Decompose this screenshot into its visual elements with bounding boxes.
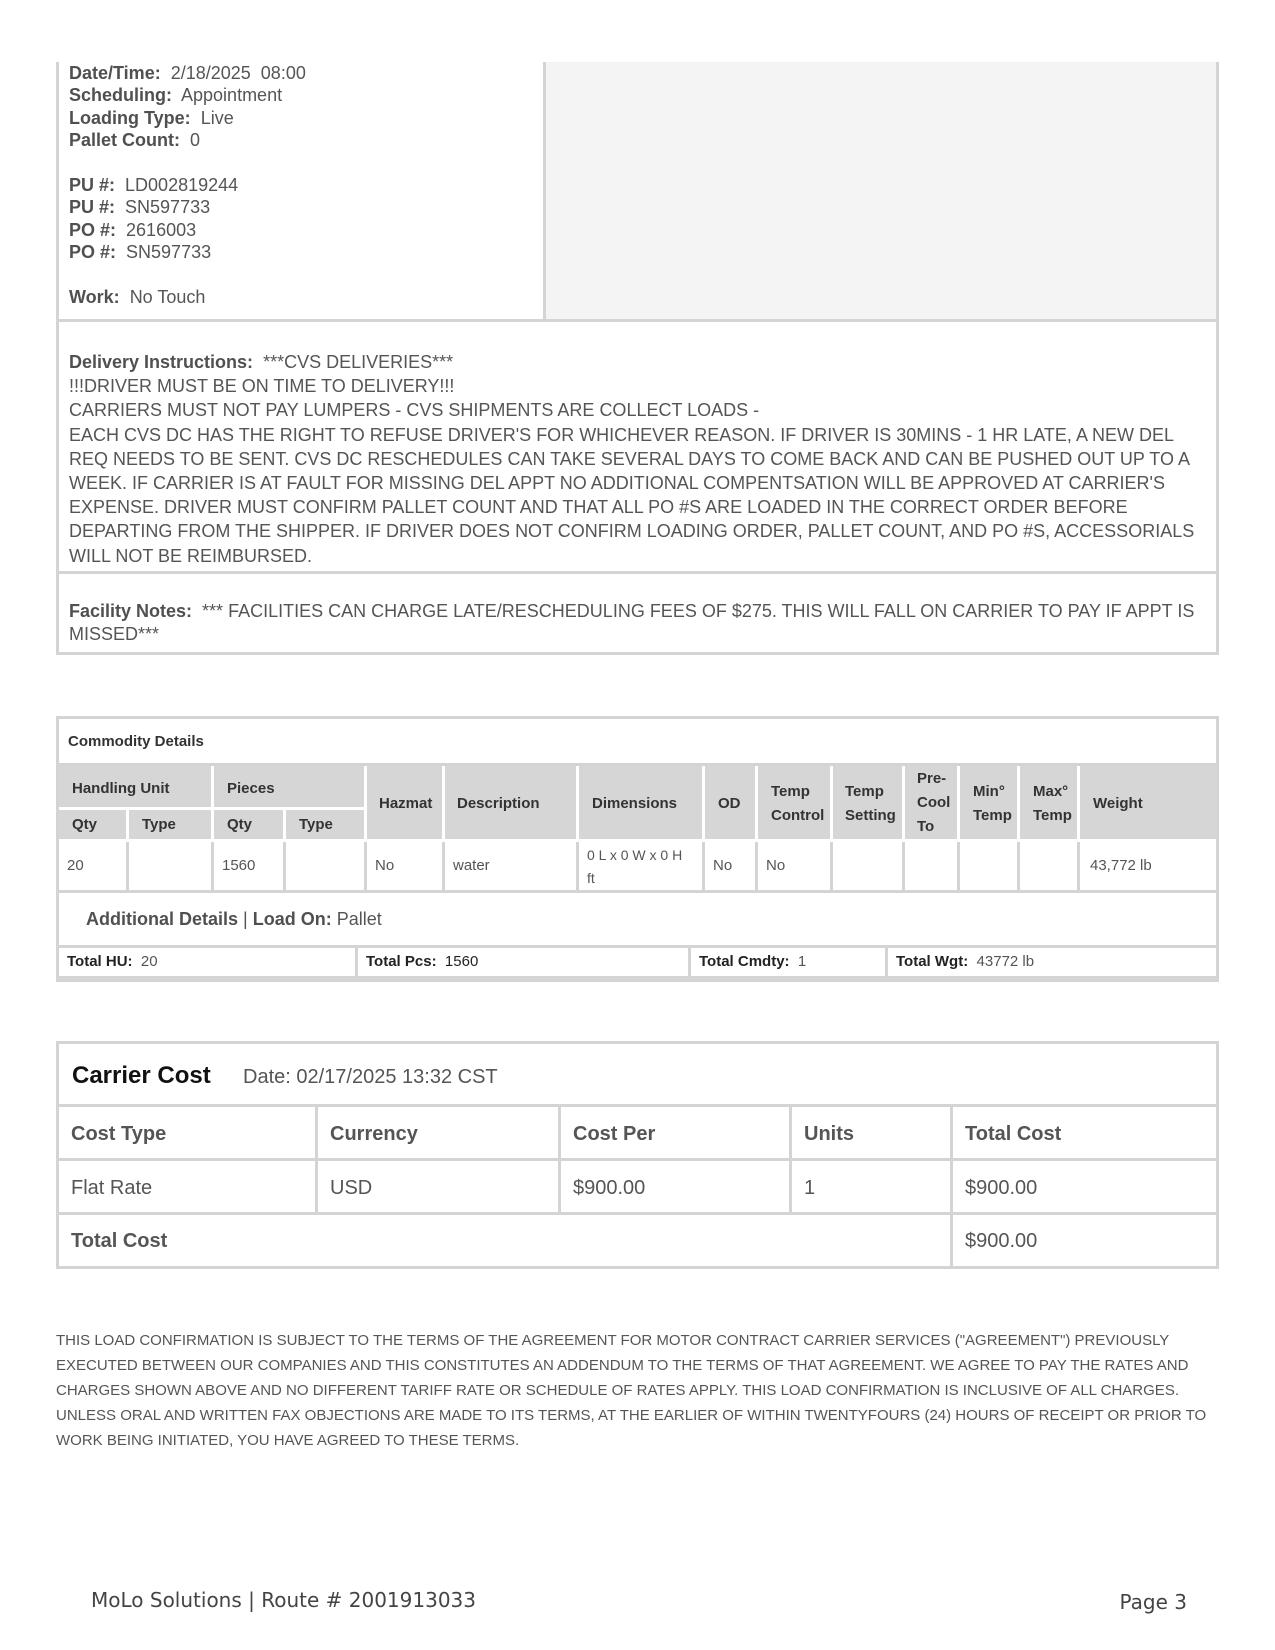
cell-weight: 43,772 lb xyxy=(1080,842,1216,893)
cell-temp-setting xyxy=(833,842,905,893)
delivery-line: !!!DRIVER MUST BE ON TIME TO DELIVERY!!! xyxy=(69,376,455,397)
total-hu-value: 20 xyxy=(140,953,158,970)
cell-hu-qty: 20 xyxy=(59,842,129,893)
cost-cell-cost-type: Flat Rate xyxy=(59,1161,318,1215)
footer-page-number: Page 3 xyxy=(1119,1590,1187,1614)
load-on-label: Load On: xyxy=(252,909,332,929)
reference-value: 2616003 xyxy=(126,220,197,240)
header-handling-unit: Handling Unit xyxy=(59,766,214,810)
header-min-temp: Min° Temp xyxy=(960,766,1020,842)
scheduling-line xyxy=(69,84,282,106)
total-pcs xyxy=(358,948,691,979)
scheduling-value: Appointment xyxy=(181,85,283,105)
header-pcs-type: Type xyxy=(286,810,367,842)
header-od: OD xyxy=(705,766,758,842)
cost-header-units: Units xyxy=(792,1107,953,1161)
cost-total-value-cell xyxy=(953,1215,1216,1266)
reference-value: SN597733 xyxy=(126,242,212,262)
reference-label: PU #: xyxy=(69,175,116,195)
commodity-details-table xyxy=(56,716,1219,982)
carrier-cost-date: Date: 02/17/2025 13:32 CST xyxy=(243,1066,498,1088)
loading-type-line xyxy=(69,107,234,129)
cost-header-total-cost: Total Cost xyxy=(953,1107,1216,1161)
delivery-line: EACH CVS DC HAS THE RIGHT TO REFUSE DRIVER'S FOR WHICHEVER REASON. IF DRIVER IS 30MINS - 1 HR LATE, A NEW DEL REQ NEEDS TO BE SENT. CVS DC RESCHEDULES CAN TAKE SEVERAL DAYS TO COME BACK AND CAN BE PUSHED OUT UP TO A WEEK. IF CARRIER IS AT FAULT FOR MISSING DEL APPT NO ADDITIONAL COMPENTSATION WILL BE APPROVED AT CARRIER'S EXPENSE. DRIVER MUST CONFIRM PALLET COUNT AND THAT ALL PO #S ARE LOADED IN THE CORRECT ORDER BEFORE DEPARTING FROM THE SHIPPER. IF DRIVER DOES NOT CONFIRM LOADING ORDER, PALLET COUNT, AND PO #S, ACCESSORIALS WILL NOT BE REIMBURSED. xyxy=(69,424,1195,566)
reference-value: LD002819244 xyxy=(125,175,239,195)
commodity-title: Commodity Details xyxy=(68,733,204,750)
loading-type-label: Loading Type: xyxy=(69,108,191,128)
header-pre-cool: Pre- Cool To xyxy=(905,766,960,842)
total-pcs-value: 1560 xyxy=(444,953,479,970)
additional-details-row xyxy=(59,893,1216,948)
load-on-value: Pallet xyxy=(336,909,382,929)
reference-line xyxy=(69,174,238,196)
cell-pre-cool xyxy=(905,842,960,893)
carrier-cost-title-row xyxy=(59,1044,1216,1107)
header-temp-control: Temp Control xyxy=(758,766,833,842)
terms-disclaimer: THIS LOAD CONFIRMATION IS SUBJECT TO THE TERMS OF THE AGREEMENT FOR MOTOR CONTRACT CARRIER SERVICES ("AGREEMENT") PREVIOUSLY EXECUTED BETWEEN OUR COMPANIES AND THIS CONSTITUTES AN ADDENDUM TO THE TERMS OF THAT AGREEMENT. WE AGREE TO PAY THE RATES AND CHARGES SHOWN ABOVE AND NO DIFFERENT TARIFF RATE OR SCHEDULE OF RATES APPLY. THIS LOAD CONFIRMATION IS INCLUSIVE OF ALL CHARGES. UNLESS ORAL AND WRITTEN FAX OBJECTIONS ARE MADE TO ITS TERMS, AT THE EARLIER OF WITHIN TWENTYFOURS (24) HOURS OF RECEIPT OR PRIOR TO WORK BEING INITIATED, YOU HAVE AGREED TO THESE TERMS. xyxy=(56,1332,1207,1449)
work-line xyxy=(69,286,205,308)
reference-line xyxy=(69,196,210,218)
work-label: Work: xyxy=(69,287,120,307)
reference-label: PO #: xyxy=(69,242,117,262)
facility-notes-label: Facility Notes: xyxy=(69,601,193,621)
reference-line xyxy=(69,219,196,241)
pallet-count-label: Pallet Count: xyxy=(69,130,180,150)
cell-max-temp xyxy=(1020,842,1080,893)
reference-label: PO #: xyxy=(69,220,117,240)
total-hu xyxy=(59,948,358,979)
header-description: Description xyxy=(445,766,579,842)
total-cmdty-value: 1 xyxy=(797,953,807,970)
pallet-count-line xyxy=(69,129,200,151)
cost-total-label: Total Cost xyxy=(71,1230,168,1252)
total-hu-label: Total HU: xyxy=(67,953,133,970)
additional-details-separator: | xyxy=(243,909,248,929)
header-temp-setting: Temp Setting xyxy=(833,766,905,842)
cell-hazmat: No xyxy=(367,842,445,893)
cell-hu-type xyxy=(129,842,214,893)
header-max-temp: Max° Temp xyxy=(1020,766,1080,842)
total-wgt-value: 43772 lb xyxy=(976,953,1035,970)
additional-details-label: Additional Details xyxy=(86,909,239,929)
datetime-line xyxy=(69,62,306,84)
cost-header-cost-per: Cost Per xyxy=(561,1107,792,1161)
cost-cell-total-cost: $900.00 xyxy=(953,1161,1216,1215)
cost-header-currency: Currency xyxy=(318,1107,561,1161)
cell-pcs-type xyxy=(286,842,367,893)
work-value: No Touch xyxy=(129,287,206,307)
cost-cell-currency: USD xyxy=(318,1161,561,1215)
datetime-value: 2/18/2025 08:00 xyxy=(170,63,306,83)
carrier-cost-table xyxy=(56,1041,1219,1269)
carrier-cost-title: Carrier Cost xyxy=(72,1062,211,1089)
header-hazmat: Hazmat xyxy=(367,766,445,842)
delivery-instructions-label: Delivery Instructions: xyxy=(69,352,254,372)
cost-total-label-cell xyxy=(59,1215,953,1266)
header-dimensions: Dimensions xyxy=(579,766,705,842)
pallet-count-value: 0 xyxy=(190,130,201,150)
cell-temp-control: No xyxy=(758,842,833,893)
total-wgt-label: Total Wgt: xyxy=(896,953,969,970)
facility-notes-text xyxy=(69,600,1204,646)
footer-route: MoLo Solutions | Route # 2001913033 xyxy=(91,1588,476,1612)
stop-details-section xyxy=(56,62,1219,322)
delivery-line: ***CVS DELIVERIES*** xyxy=(263,352,454,372)
cost-header-cost-type: Cost Type xyxy=(59,1107,318,1161)
stop-details-left xyxy=(59,62,546,319)
delivery-instructions-section xyxy=(56,322,1219,574)
datetime-label: Date/Time: xyxy=(69,63,161,83)
reference-value: SN597733 xyxy=(125,197,211,217)
header-pcs-qty: Qty xyxy=(214,810,286,842)
stop-details-right-panel xyxy=(546,62,1216,319)
cost-cell-cost-per: $900.00 xyxy=(561,1161,792,1215)
scheduling-label: Scheduling: xyxy=(69,85,172,105)
total-pcs-label: Total Pcs: xyxy=(366,953,437,970)
cell-dimensions: 0 L x 0 W x 0 H ft xyxy=(579,842,705,893)
cell-pcs-qty: 1560 xyxy=(214,842,286,893)
facility-notes-section xyxy=(56,574,1219,655)
total-wgt xyxy=(888,948,1216,979)
header-pieces: Pieces xyxy=(214,766,367,810)
reference-label: PU #: xyxy=(69,197,116,217)
total-cmdty-label: Total Cmdty: xyxy=(699,953,790,970)
total-cmdty xyxy=(691,948,888,979)
delivery-line: CARRIERS MUST NOT PAY LUMPERS - CVS SHIPMENTS ARE COLLECT LOADS - xyxy=(69,400,760,421)
header-hu-type: Type xyxy=(129,810,214,842)
header-weight: Weight xyxy=(1080,766,1216,842)
reference-line xyxy=(69,241,211,263)
cost-total-value: $900.00 xyxy=(965,1230,1038,1252)
commodity-title-row xyxy=(59,719,1216,766)
cell-description: water xyxy=(445,842,579,893)
cost-cell-units: 1 xyxy=(792,1161,953,1215)
facility-notes-value: *** FACILITIES CAN CHARGE LATE/RESCHEDULING FEES OF $275. THIS WILL FALL ON CARRIER TO PAY IF APPT IS MISSED*** xyxy=(69,601,1195,644)
header-hu-qty: Qty xyxy=(59,810,129,842)
cell-min-temp xyxy=(960,842,1020,893)
loading-type-value: Live xyxy=(200,108,234,128)
delivery-instructions-text xyxy=(69,350,1204,568)
cell-od: No xyxy=(705,842,758,893)
